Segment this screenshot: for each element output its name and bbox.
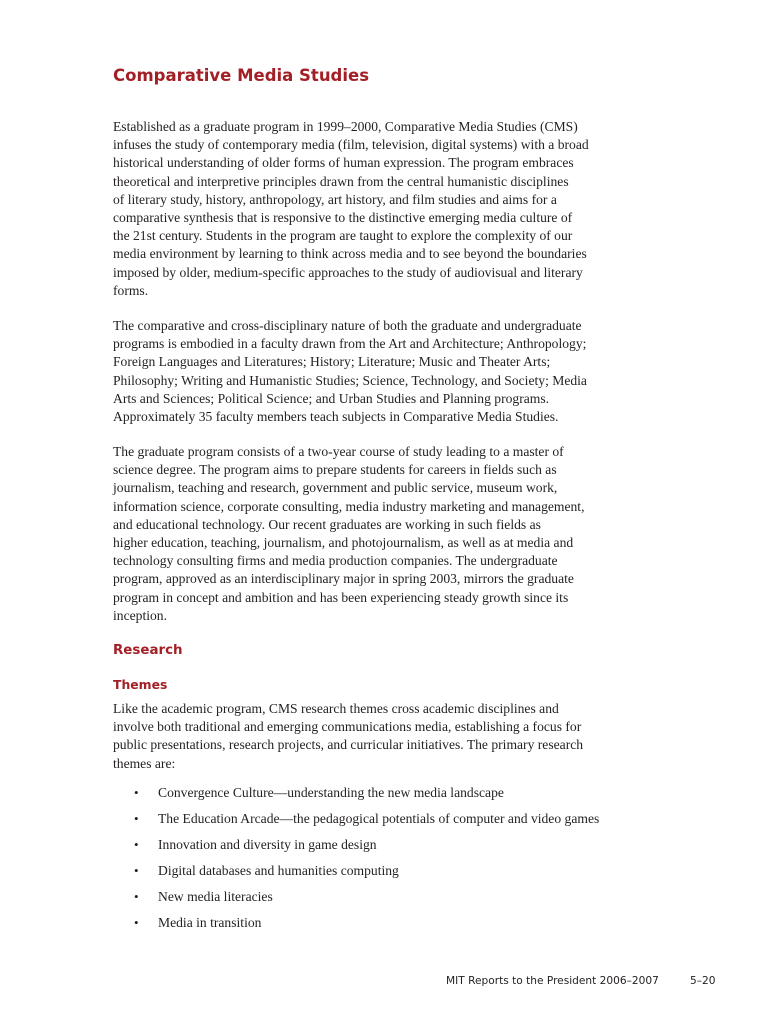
text-line: themes are:	[113, 755, 176, 771]
bullet-icon: •	[134, 863, 139, 878]
text-line: comparative synthesis that is responsive to the distinctive emerging media culture of	[113, 210, 573, 226]
text-line: historical understanding of older forms of human expression. The program embraces	[113, 155, 574, 171]
list-item-text: Media in transition	[158, 915, 262, 930]
list-item	[113, 888, 599, 914]
text-line: program, approved as an interdisciplinary major in spring 2003, mirrors the graduate	[113, 571, 574, 587]
text-line: infuses the study of contemporary media (film, television, digital systems) with a broad	[113, 137, 589, 153]
list-item-text: Innovation and diversity in game design	[158, 837, 377, 852]
text-line: inception.	[113, 607, 167, 623]
list-item	[113, 784, 599, 810]
text-line: information science, corporate consulting, media industry marketing and management,	[113, 498, 585, 514]
text-line: science degree. The program aims to prepare students for careers in fields such as	[113, 462, 557, 478]
text-line: imposed by older, medium-specific approaches to the study of audiovisual and literary	[113, 264, 583, 280]
bullet-icon: •	[134, 785, 139, 800]
list-item-text: Convergence Culture—understanding the new media landscape	[158, 785, 504, 800]
text-line: involve both traditional and emerging communications media, establishing a focus for	[113, 719, 582, 735]
intro-paragraph	[113, 118, 653, 300]
list-item	[113, 810, 599, 836]
text-line: and educational technology. Our recent graduates are working in such fields as	[113, 516, 541, 532]
list-item-text: New media literacies	[158, 889, 273, 904]
footer-report-title: MIT Reports to the President 2006–2007	[446, 975, 659, 987]
text-line: of literary study, history, anthropology, art history, and film studies and aims for a	[113, 191, 557, 207]
graduate-program-paragraph	[113, 443, 653, 625]
text-line: media environment by learning to think across media and to see beyond the boundaries	[113, 246, 587, 262]
list-item	[113, 836, 599, 862]
page-number: 5–20	[690, 975, 716, 987]
text-line: journalism, teaching and research, government and public service, museum work,	[113, 480, 558, 496]
text-line: theoretical and interpretive principles drawn from the central humanistic disciplines	[113, 173, 569, 189]
text-line: Foreign Languages and Literatures; History; Literature; Music and Theater Arts;	[113, 354, 551, 370]
text-line: the 21st century. Students in the program are taught to explore the complexity of our	[113, 228, 573, 244]
bullet-icon: •	[134, 915, 139, 930]
text-line: forms.	[113, 282, 149, 298]
text-line: The graduate program consists of a two-year course of study leading to a master of	[113, 444, 564, 459]
text-line: public presentations, research projects, and curricular initiatives. The primary research	[113, 737, 584, 753]
bullet-icon: •	[134, 837, 139, 852]
text-line: The comparative and cross-disciplinary nature of both the graduate and undergraduate	[113, 318, 582, 333]
text-line: Established as a graduate program in 1999–2000, Comparative Media Studies (CMS)	[113, 119, 578, 134]
text-line: Philosophy; Writing and Humanistic Studies; Science, Technology, and Society; Media	[113, 372, 587, 388]
themes-list	[113, 784, 599, 940]
text-line: program in concept and ambition and has been experiencing steady growth since its	[113, 589, 569, 605]
list-item-text: The Education Arcade—the pedagogical potentials of computer and video games	[158, 811, 600, 826]
text-line: technology consulting firms and media production companies. The undergraduate	[113, 553, 558, 569]
page-title: Comparative Media Studies	[113, 66, 370, 85]
text-line: Arts and Sciences; Political Science; and Urban Studies and Planning programs.	[113, 390, 550, 406]
faculty-paragraph	[113, 317, 653, 426]
themes-heading: Themes	[113, 677, 168, 692]
text-line: higher education, teaching, journalism, and photojournalism, as well as at media and	[113, 535, 574, 551]
themes-paragraph	[113, 700, 653, 773]
list-item	[113, 914, 599, 940]
bullet-icon: •	[134, 811, 139, 826]
list-item	[113, 862, 599, 888]
list-item-text: Digital databases and humanities computing	[158, 863, 399, 878]
research-heading: Research	[113, 643, 183, 658]
text-line: programs is embodied in a faculty drawn from the Art and Architecture; Anthropology;	[113, 336, 587, 352]
text-line: Like the academic program, CMS research themes cross academic disciplines and	[113, 701, 559, 716]
bullet-icon: •	[134, 889, 139, 904]
text-line: Approximately 35 faculty members teach subjects in Comparative Media Studies.	[113, 409, 559, 425]
